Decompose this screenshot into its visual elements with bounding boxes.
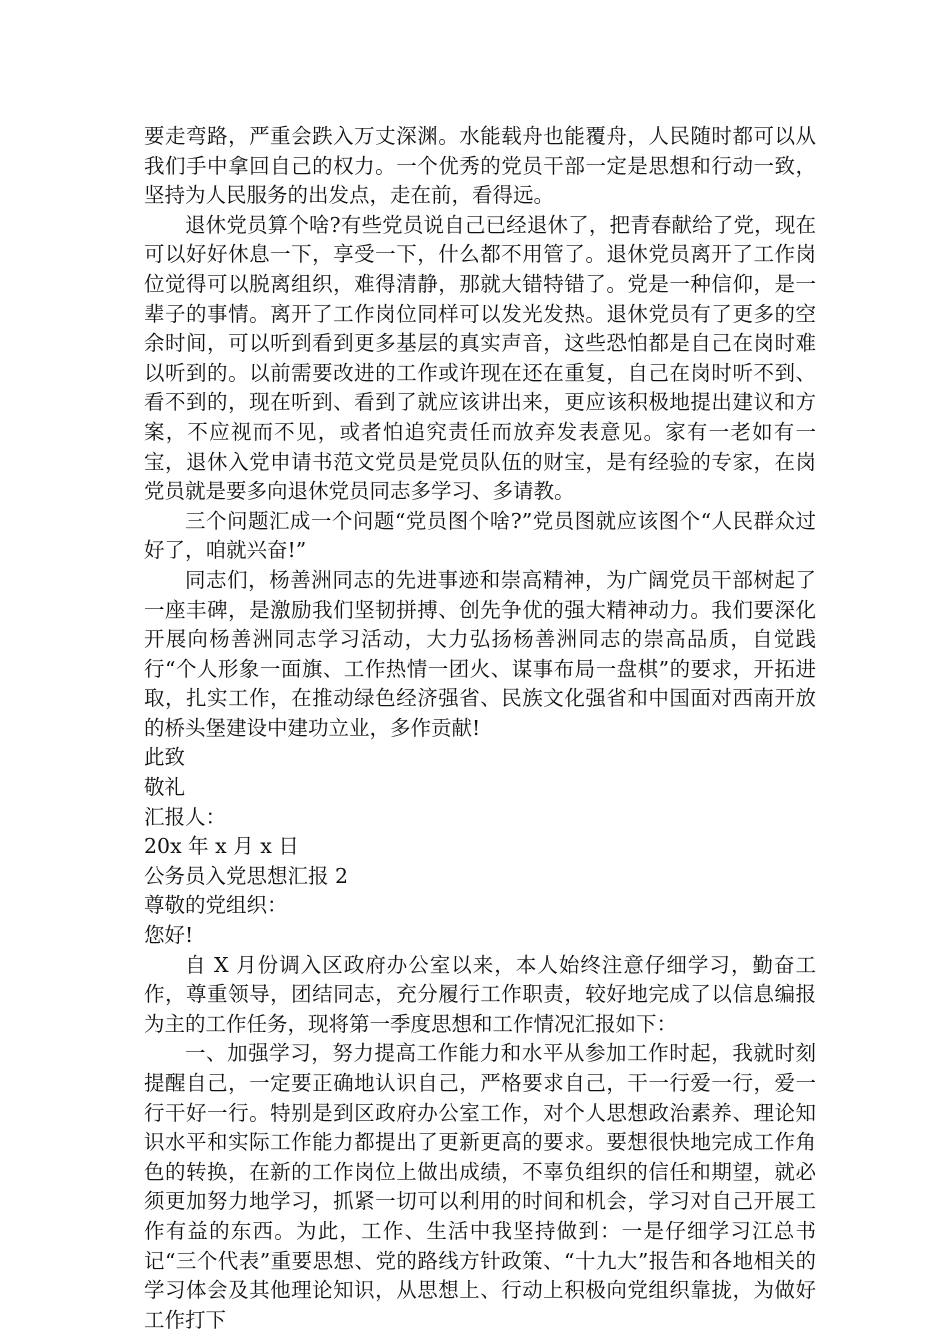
paragraph: 同志们，杨善洲同志的先进事迹和崇高精神，为广阔党员干部树起了一座丰碑，是激励我们坚韧拼搏、创先争优的强大精神动力。我们要深化开展向杨善洲同志学习活动，大力弘扬杨善洲同志的崇高品质，自觉践行“个人形象一面旗、工作热情一团火、谋事布局一盘棋”的要求，开拓进取，扎实工作，在推动绿色经济强省、民族文化强省和中国面对西南开放的桥头堡建设中建功立业，多作贡献! [144, 567, 816, 740]
salutation-line: 此致 [144, 745, 185, 770]
paragraph: 一、加强学习，努力提高工作能力和水平从参加工作时起，我就时刻提醒自己，一定要正确地认识自己，严格要求自己，干一行爱一行，爱一行干好一行。特别是到区政府办公室工作，对个人思想政治素养、理论知识水平和实际工作能力都提出了更新更高的要求。要想很快地完成工作角色的转换，在新的工作岗位上做出成绩，不辜负组织的信任和期望，就必须更加努力地学习，抓紧一切可以利用的时间和机会，学习对自己开展工作有益的东西。为此，工作、生活中我坚持做到：一是仔细学习江总书记“三个代表”重要思想、党的路线方针政策、“十九大”报告和各地相关的学习体会及其他理论知识，从思想上、行动上积极向党组织靠拢，为做好工作打下 [144, 1041, 816, 1332]
document-page [144, 122, 816, 1335]
date-line: 20x 年 x 月 x 日 [144, 834, 299, 859]
paragraph: 要走弯路，严重会跌入万丈深渊。水能载舟也能覆舟，人民随时都可以从我们手中拿回自己的权力。一个优秀的党员干部一定是思想和行动一致，坚持为人民服务的出发点，走在前，看得远。 [144, 124, 816, 208]
greeting-line: 您好! [144, 923, 194, 948]
salutation-line: 敬礼 [144, 775, 185, 800]
paragraph: 三个问题汇成一个问题“党员图个啥?”党员图就应该图个“人民群众过好了，咱就兴奋!” [144, 508, 816, 563]
paragraph: 退休党员算个啥?有些党员说自己已经退休了，把青春献给了党，现在可以好好休息一下，享受一下，什么都不用管了。退休党员离开了工作岗位觉得可以脱离组织，难得清静，那就大错特错了。党是一种信仰，是一辈子的事情。离开了工作岗位同样可以发光发热。退休党员有了更多的空余时间，可以听到看到更多基层的真实声音，这些恐怕都是自己在岗时难以听到的。以前需要改进的工作或许现在还在重复，自己在岗时听不到、看不到的，现在听到、看到了就应该讲出来，更应该积极地提出建议和方案，不应视而不见，或者怕追究责任而放弃发表意见。家有一老如有一宝，退休入党申请书范文党员是党员队伍的财宝，是有经验的专家，在岗党员就是要多向退休党员同志多学习、多请教。 [144, 212, 816, 504]
paragraph: 自 X 月份调入区政府办公室以来，本人始终注意仔细学习，勤奋工作，尊重领导，团结同志，充分履行工作职责，较好地完成了以信息编报为主的工作任务，现将第一季度思想和工作情况汇报如下： [144, 952, 816, 1036]
greeting-line: 尊敬的党组织： [144, 893, 288, 918]
section-title: 公务员入党思想汇报 2 [144, 863, 349, 888]
reporter-line: 汇报人： [144, 804, 226, 829]
